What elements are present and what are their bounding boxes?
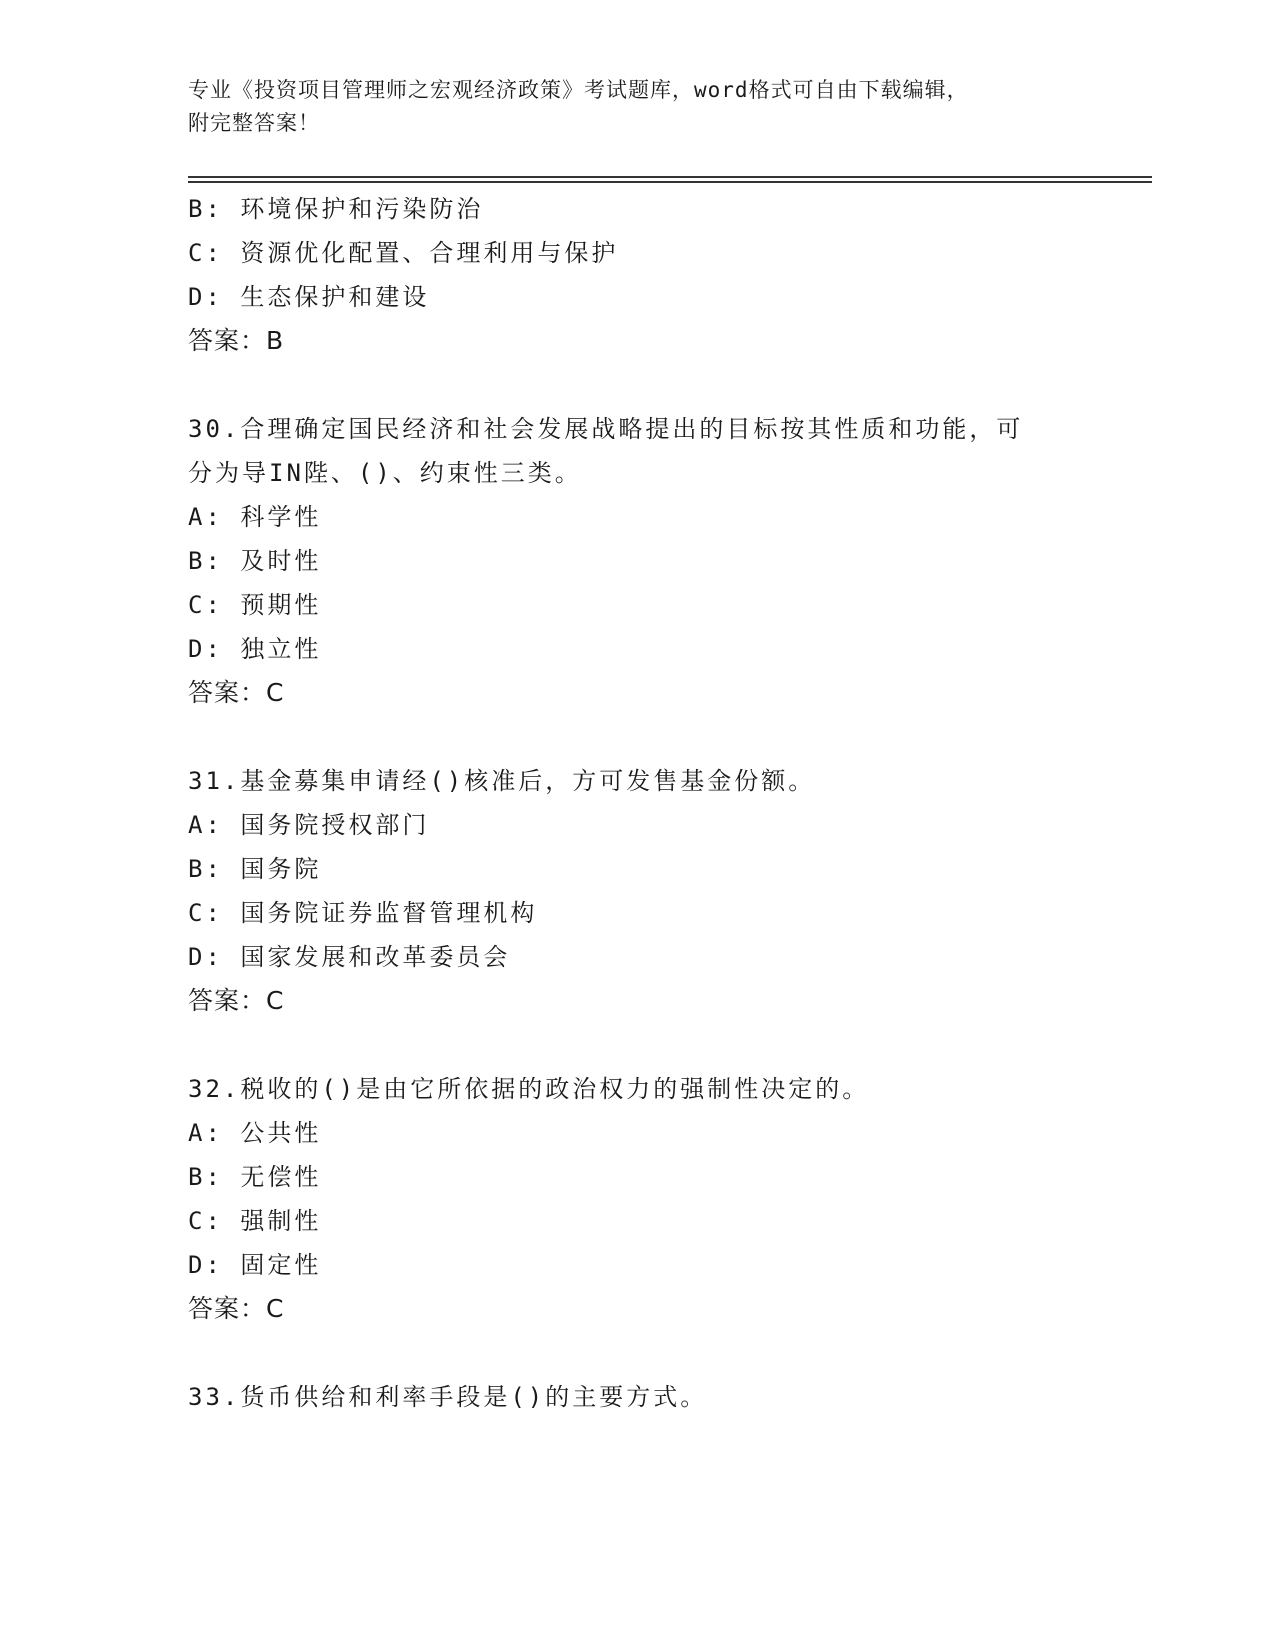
option-b: B: 国务院: [188, 855, 322, 883]
header-line-2: 附完整答案！: [188, 111, 320, 135]
option-d: D: 国家发展和改革委员会: [188, 943, 511, 971]
option-c: C: 资源优化配置、合理利用与保护: [188, 239, 619, 267]
option-b: B: 环境保护和污染防治: [188, 195, 484, 223]
option-a: A: 科学性: [188, 503, 322, 531]
document-header: [188, 74, 1088, 140]
answer-label: 答案：C: [188, 986, 285, 1015]
answer-label: 答案：C: [188, 1294, 285, 1323]
header-divider-top: [188, 176, 1152, 178]
question-stem-30-line-2: 分为导IN陛、()、约束性三类。: [188, 459, 582, 487]
question-stem-33: 33.货币供给和利率手段是()的主要方式。: [188, 1383, 708, 1411]
question-stem-30-line-1: 30.合理确定国民经济和社会发展战略提出的目标按其性质和功能，可: [188, 415, 1024, 443]
question-stem-32: 32.税收的()是由它所依据的政治权力的强制性决定的。: [188, 1075, 870, 1103]
option-d: D: 固定性: [188, 1251, 322, 1279]
option-d: D: 生态保护和建设: [188, 283, 430, 311]
header-divider-bottom: [188, 181, 1152, 183]
option-b: B: 及时性: [188, 547, 322, 575]
option-a: A: 国务院授权部门: [188, 811, 430, 839]
header-line-1: 专业《投资项目管理师之宏观经济政策》考试题库，word格式可自由下载编辑，: [188, 78, 969, 102]
question-stem-31: 31.基金募集申请经()核准后，方可发售基金份额。: [188, 767, 816, 795]
option-c: C: 强制性: [188, 1207, 322, 1235]
option-a: A: 公共性: [188, 1119, 322, 1147]
option-c: C: 预期性: [188, 591, 322, 619]
answer-label: 答案：B: [188, 326, 285, 355]
option-d: D: 独立性: [188, 635, 322, 663]
answer-label: 答案：C: [188, 678, 285, 707]
option-c: C: 国务院证券监督管理机构: [188, 899, 538, 927]
option-b: B: 无偿性: [188, 1163, 322, 1191]
